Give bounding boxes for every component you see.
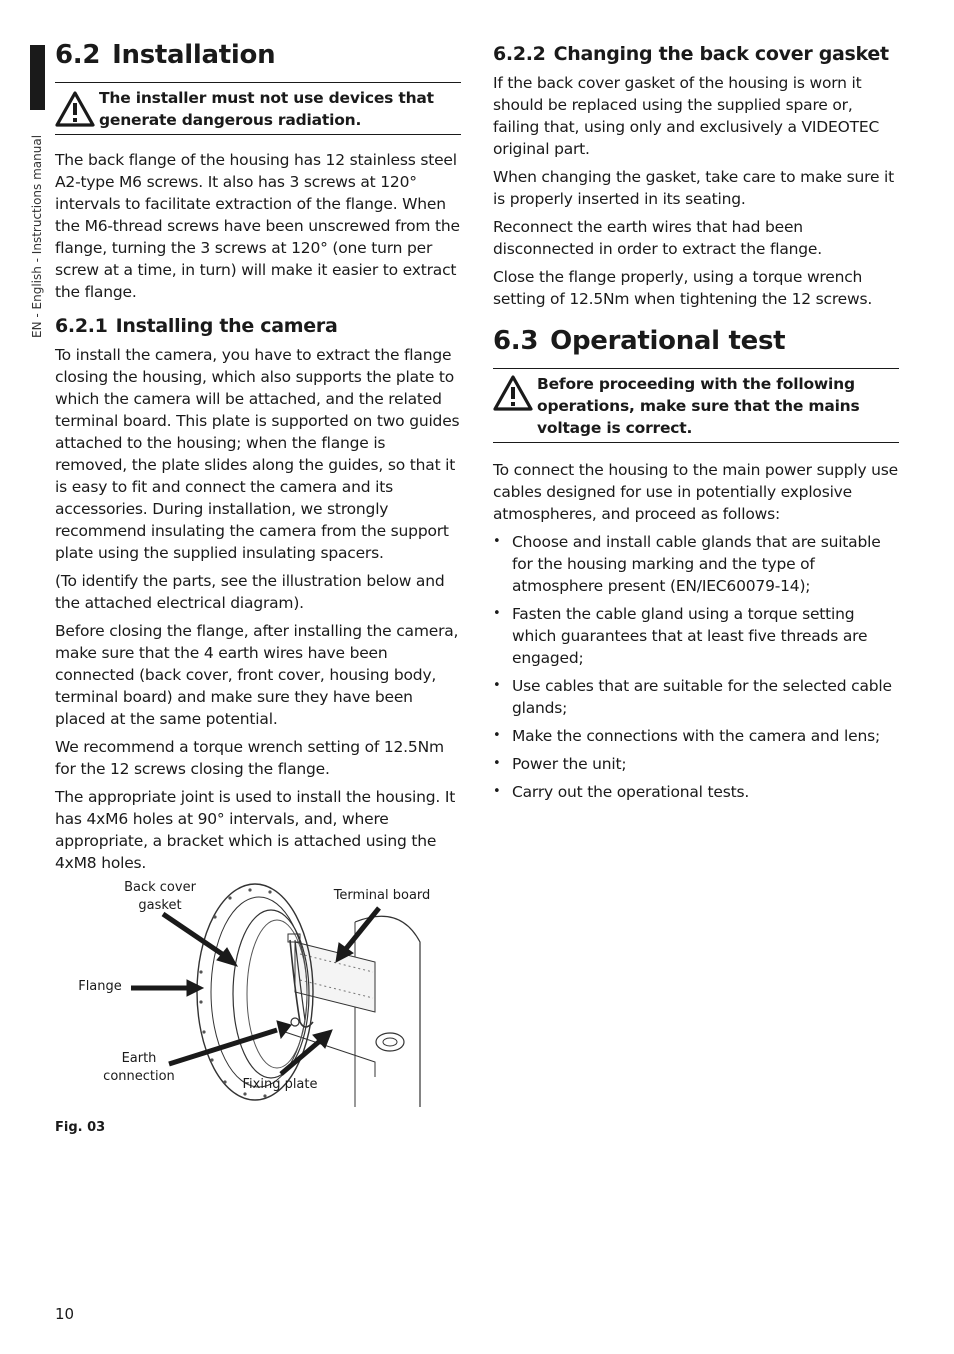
- warning-text: The installer must not use devices that generate dangerous radiation.: [99, 89, 434, 129]
- warning-icon: [493, 373, 537, 415]
- list-item: • Choose and install cable glands that are suitable for the housing marking and the type of atmosphere present (EN/IEC60079-14);: [493, 531, 899, 597]
- label-earth-connection: Earth connection: [103, 1051, 175, 1084]
- heading-number: 6.3: [493, 326, 539, 356]
- subheading-number: 6.2.2: [493, 43, 546, 65]
- list-item: • Fasten the cable gland using a torque setting which guarantees that at least five threads are engaged;: [493, 603, 899, 669]
- figure-caption: Fig. 03: [55, 1120, 106, 1135]
- label-terminal-board: Terminal board: [333, 888, 431, 903]
- paragraph-joint: The appropriate joint is used to install the housing. It has 4xM6 holes at 90° intervals, and, where appropriate, a bracket which is attached using the 4xM8 holes.: [55, 788, 456, 872]
- warning-box-mains-voltage: [493, 368, 899, 443]
- list-item: • Carry out the operational tests.: [493, 781, 899, 803]
- subheading-text: Changing the back cover gasket: [553, 43, 889, 65]
- list-item: • Power the unit;: [493, 753, 899, 775]
- warning-box-radiation: [55, 82, 461, 135]
- label-fixing-plate: Fixing plate: [242, 1077, 318, 1092]
- sidebar-marker: [30, 45, 45, 110]
- section-heading-operational-test: [493, 324, 899, 358]
- figure-housing-illustration: [55, 882, 461, 1112]
- label-flange: Flange: [78, 979, 122, 994]
- operational-steps-list: [493, 531, 899, 803]
- list-item: • Use cables that are suitable for the selected cable glands;: [493, 675, 899, 719]
- page-number: 10: [55, 1305, 75, 1323]
- paragraph-earth-wires: Before closing the flange, after installing the camera, make sure that the 4 earth wires have been connected (back cover, front cover, housing body, terminal board) and make sure they have been placed at the same potential.: [55, 622, 459, 728]
- warning-text: Before proceeding with the following operations, make sure that the mains voltage is correct.: [537, 375, 860, 437]
- subsection-heading-installing-camera: [55, 313, 461, 339]
- left-column: [55, 38, 461, 1135]
- heading-text: Installation: [112, 40, 276, 70]
- subsection-heading-back-cover-gasket: [493, 41, 899, 67]
- right-column: [493, 38, 899, 809]
- label-back-cover-gasket: Back cover gasket: [124, 880, 196, 913]
- heading-text: Operational test: [550, 326, 786, 356]
- paragraph-install-camera: To install the camera, you have to extract the flange closing the housing, which also supports the plate to which the camera will be attached, and the related terminal board. This plate is supported on two guides attached to the housing; when the flange is removed, the plate slides along the guides, so that it is easy to fit and connect the camera and its accessories. During installation, we strongly recommend insulating the camera from the support plate using the supplied insulating spacers.: [55, 346, 460, 562]
- sidebar-language-label: EN - English - Instructions manual: [30, 134, 44, 338]
- subheading-text: Installing the camera: [115, 315, 338, 337]
- paragraph-reconnect-earth: Reconnect the earth wires that had been disconnected in order to extract the flange.: [493, 218, 822, 258]
- section-heading-installation: [55, 38, 461, 72]
- list-item: • Make the connections with the camera and lens;: [493, 725, 899, 747]
- warning-icon: [55, 87, 99, 131]
- paragraph-torque: We recommend a torque wrench setting of 12.5Nm for the 12 screws closing the flange.: [55, 738, 444, 778]
- paragraph-power-supply: To connect the housing to the main power supply use cables designed for use in potentially explosive atmospheres, and proceed as follows:: [493, 461, 898, 523]
- heading-number: 6.2: [55, 40, 101, 70]
- paragraph-gasket-seating: When changing the gasket, take care to make sure it is properly inserted in its seating.: [493, 168, 895, 208]
- subheading-number: 6.2.1: [55, 315, 108, 337]
- paragraph-close-flange: Close the flange properly, using a torque wrench setting of 12.5Nm when tightening the 12 screws.: [493, 268, 873, 308]
- paragraph-identify-parts: (To identify the parts, see the illustration below and the attached electrical diagram).: [55, 572, 445, 612]
- paragraph-flange-screws: The back flange of the housing has 12 stainless steel A2-type M6 screws. It also has 3 screws at 120° intervals to facilitate extraction of the flange. When the M6-thread screws have been unscrewed from the flange, turning the 3 screws at 120° (one turn per screw at a time, in turn) will make it easier to extract the flange.: [55, 151, 460, 301]
- paragraph-gasket-replace: If the back cover gasket of the housing is worn it should be replaced using the supplied spare or, failing that, using only and exclusively a VIDEOTEC original part.: [493, 74, 880, 158]
